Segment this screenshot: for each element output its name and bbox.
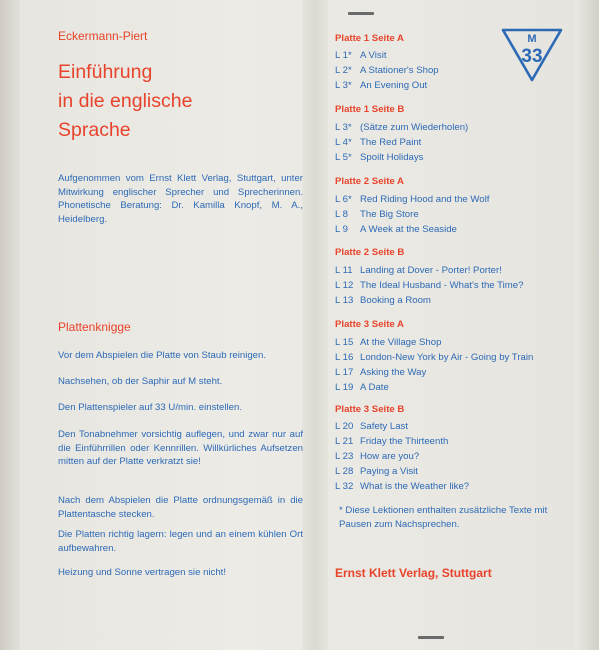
- staple-bottom: [418, 636, 444, 639]
- lesson-number: L 6*: [335, 194, 352, 205]
- etiquette-rule: Die Platten richtig lagern: legen und an einem kühlen Ort aufbewahren.: [58, 529, 303, 554]
- lesson-item: [335, 150, 423, 165]
- lesson-item: [335, 479, 469, 494]
- logo-number: 33: [521, 46, 543, 67]
- sleeve-spine: [302, 0, 328, 650]
- etiquette-rule: Vor dem Abspielen die Platte von Staub reinigen.: [58, 350, 267, 361]
- lesson-title: Safety Last: [360, 421, 408, 432]
- lesson-item: [335, 335, 441, 350]
- lesson-item: [335, 263, 502, 278]
- credits: Aufgenommen vom Ernst Klett Verlag, Stuttgart, unter Mitwirkung englischer Sprecher und Sprecherinnen. Phonetische Beratung: Dr. Kamilla Knopf, M. A., Heidelberg.: [58, 173, 303, 225]
- lesson-number: L 28: [335, 466, 354, 477]
- lesson-title: A Week at the Seaside: [360, 224, 457, 235]
- lesson-item: [335, 419, 408, 434]
- lesson-item: [335, 222, 457, 237]
- record-side-heading: Platte 1 Seite A: [335, 33, 404, 44]
- lesson-item: [335, 350, 533, 365]
- etiquette-rule: Den Plattenspieler auf 33 U/min. einstellen.: [58, 402, 242, 413]
- lesson-number: L 11: [335, 265, 353, 276]
- lesson-title: A Visit: [360, 50, 387, 61]
- lesson-number: L 20: [335, 421, 354, 432]
- lesson-number: L 5*: [335, 152, 352, 163]
- lesson-number: L 23: [335, 451, 354, 462]
- lesson-item: [335, 380, 389, 395]
- sleeve-right-edge: [575, 0, 599, 650]
- lesson-item: [335, 120, 468, 135]
- lesson-title: The Big Store: [360, 209, 419, 220]
- lesson-item: [335, 135, 421, 150]
- author: Eckermann-Piert: [58, 29, 148, 43]
- lesson-title: What is the Weather like?: [360, 481, 470, 492]
- lesson-item: [335, 207, 419, 222]
- lesson-item: [335, 63, 439, 78]
- lesson-title: A Date: [360, 382, 389, 393]
- lesson-title: An Evening Out: [360, 80, 428, 91]
- record-side-heading: Platte 1 Seite B: [335, 104, 405, 115]
- title-line-2: in die englische: [58, 90, 193, 112]
- lesson-number: L 9: [335, 224, 348, 235]
- staple-top: [348, 12, 374, 15]
- lesson-title: Booking a Room: [360, 295, 431, 306]
- lesson-title: (Sätze zum Wiederholen): [360, 122, 469, 133]
- lesson-item: [335, 48, 387, 63]
- lesson-title: Landing at Dover - Porter! Porter!: [360, 265, 502, 276]
- lesson-number: L 3*: [335, 80, 352, 91]
- lesson-item: [335, 365, 426, 380]
- lesson-number: L 19: [335, 382, 354, 393]
- lesson-title: Friday the Thirteenth: [360, 436, 449, 447]
- lesson-item: [335, 434, 448, 449]
- sleeve-left-edge: [0, 0, 20, 650]
- lesson-item: [335, 449, 419, 464]
- record-side-heading: Platte 3 Seite B: [335, 404, 405, 415]
- lesson-title: Red Riding Hood and the Wolf: [360, 194, 490, 205]
- lesson-number: L 4*: [335, 137, 352, 148]
- lesson-number: L 15: [335, 337, 354, 348]
- lesson-title: The Ideal Husband - What's the Time?: [360, 280, 524, 291]
- lesson-title: At the Village Shop: [360, 337, 442, 348]
- lesson-title: The Red Paint: [360, 137, 422, 148]
- lesson-item: [335, 293, 431, 308]
- lesson-item: [335, 278, 523, 293]
- lesson-item: [335, 78, 427, 93]
- speed-m33-logo: [500, 24, 564, 84]
- etiquette-rule: Nach dem Abspielen die Platte ordnungsgemäß in die Plattentasche stecken.: [58, 495, 303, 520]
- lesson-title: Asking the Way: [360, 367, 427, 378]
- lesson-title: How are you?: [360, 451, 420, 462]
- lesson-number: L 13: [335, 295, 354, 306]
- publisher: Ernst Klett Verlag, Stuttgart: [335, 566, 492, 580]
- etiquette-rule: Nachsehen, ob der Saphir auf M steht.: [58, 376, 223, 387]
- lesson-number: L 32: [335, 481, 354, 492]
- logo-letter: M: [527, 33, 537, 45]
- lesson-title: Spoilt Holidays: [360, 152, 424, 163]
- title-line-1: Einführung: [58, 61, 153, 83]
- etiquette-rule: Heizung und Sonne vertragen sie nicht!: [58, 567, 226, 578]
- record-side-heading: Platte 3 Seite A: [335, 319, 404, 330]
- lesson-number: L 2*: [335, 65, 352, 76]
- lesson-number: L 21: [335, 436, 354, 447]
- lesson-number: L 12: [335, 280, 354, 291]
- lesson-number: L 3*: [335, 122, 352, 133]
- lesson-number: L 1*: [335, 50, 352, 61]
- lesson-number: L 17: [335, 367, 354, 378]
- lesson-number: L 8: [335, 209, 348, 220]
- etiquette-rule: Den Tonabnehmer vorsichtig auflegen, und zwar nur auf die Einführrillen oder Kennrillen. Willkürliches Aufsetzen mitten auf der Platte verkratzt sie!: [58, 429, 303, 467]
- lesson-title: A Stationer's Shop: [360, 65, 439, 76]
- record-side-heading: Platte 2 Seite B: [335, 247, 405, 258]
- lesson-item: [335, 192, 489, 207]
- etiquette-heading: Plattenknigge: [58, 320, 131, 334]
- record-side-heading: Platte 2 Seite A: [335, 176, 404, 187]
- lesson-item: [335, 464, 418, 479]
- footnote: * Diese Lektionen enthalten zusätzliche Texte mit Pausen zum Nachsprechen.: [339, 505, 548, 530]
- lesson-number: L 16: [335, 352, 354, 363]
- lesson-title: London-New York by Air - Going by Train: [360, 352, 534, 363]
- lesson-title: Paying a Visit: [360, 466, 418, 477]
- title-line-3: Sprache: [58, 119, 131, 141]
